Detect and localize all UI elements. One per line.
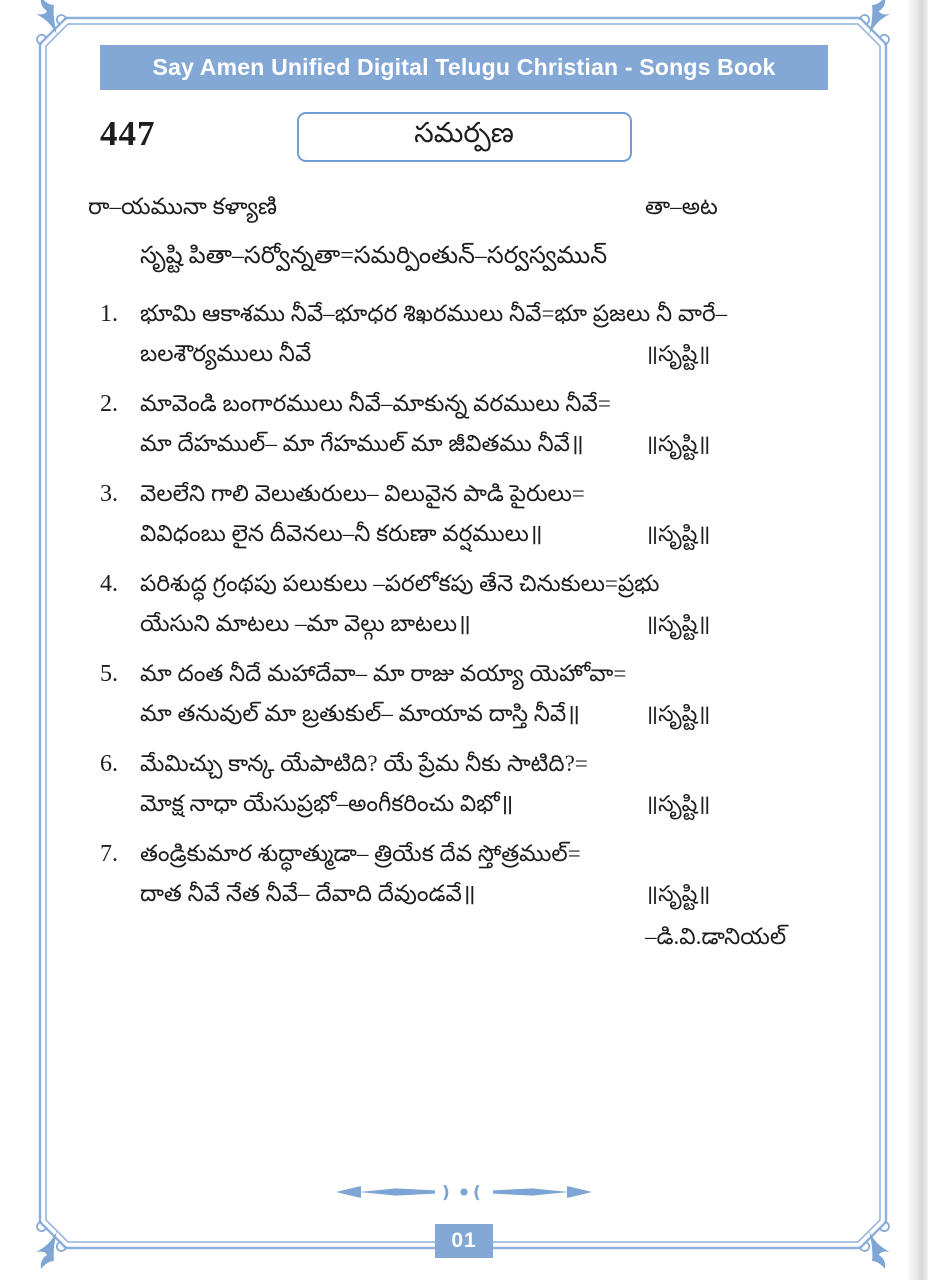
- verse-line-1: భూమి ఆకాశము నీవే–భూధర శిఖరములు నీవే=భూ ప్రజలు నీ వారే–: [140, 301, 728, 326]
- verse-line-1: తండ్రికుమార శుద్ధాత్ముడా– త్రియేక దేవ స్తోత్రముల్=: [140, 841, 581, 866]
- verse-lines: [140, 474, 840, 554]
- verse-line-2: మా దేహముల్– మా గేహముల్ మా జీవితము నీవే॥: [140, 431, 584, 456]
- section-divider-icon: [334, 1180, 594, 1204]
- corner-flourish-icon: [860, 1222, 890, 1269]
- verse-line-2-row: [140, 874, 840, 914]
- divider-left-arrow-icon: [336, 1186, 361, 1198]
- verses-list: [88, 294, 840, 914]
- book-title: Say Amen Unified Digital Telugu Christian - Songs Book: [152, 54, 776, 80]
- verse-line-2: మోక్ష నాధా యేసుప్రభో–అంగీకరించు విభో॥: [140, 791, 514, 816]
- verse: [88, 564, 840, 644]
- verse-line-2-row: [140, 424, 840, 464]
- divider-dot-icon: [460, 1188, 467, 1195]
- verse-line-2-row: [140, 694, 840, 734]
- verse-number: 7.: [100, 841, 118, 867]
- corner-flourish-icon: [860, 0, 890, 44]
- verse-lines: [140, 294, 840, 374]
- verse-line-2: మా తనువుల్ మా బ్రతుకుల్– మాయావ దాస్తి నీవే॥: [140, 701, 581, 726]
- verse-number: 6.: [100, 751, 118, 777]
- verse-number: 3.: [100, 481, 118, 507]
- verse-line-2-row: [140, 514, 840, 554]
- author-row: [88, 924, 840, 960]
- page-number: 01: [451, 1229, 477, 1252]
- verse-line-2-row: [140, 334, 840, 374]
- verse-line-1: మా దంత నీదే మహాదేవా– మా రాజు వయ్యా యెహోవా=: [140, 661, 627, 686]
- refrain-marker: ॥సృష్టి॥: [645, 341, 711, 366]
- song-title-row: [88, 112, 840, 164]
- refrain-marker: ॥సృష్టి॥: [645, 881, 711, 906]
- divider-right-arrow-icon: [567, 1186, 592, 1198]
- verse-lines: [140, 564, 840, 644]
- verse: [88, 654, 840, 734]
- refrain-marker: ॥సృష్టి॥: [645, 611, 711, 636]
- verse-line-1: మేమిచ్చు కాన్క యేపాటిది? యే ప్రేమ నీకు సాటిది?=: [140, 751, 588, 776]
- header-banner: [100, 45, 828, 90]
- verse-line-2: వివిధంబు లైన దీవెనలు–నీ కరుణా వర్షములు॥: [140, 521, 543, 546]
- refrain-marker: ॥సృష్టి॥: [645, 791, 711, 816]
- raga-tala-row: [88, 194, 840, 228]
- verse-line-1: వెలలేని గాలి వెలుతురులు– విలువైన పాడి పైరులు=: [140, 481, 585, 506]
- corner-flourish-icon: [36, 0, 66, 44]
- verse-number: 1.: [100, 301, 118, 327]
- verse-line-2: యేసుని మాటలు –మా వెల్గు బాటలు॥: [140, 611, 471, 636]
- verse-line-2: దాత నీవే నేత నీవే– దేవాది దేవుండవే॥: [140, 881, 476, 906]
- verse-line-2: బలశౌర్యములు నీవే: [140, 341, 312, 366]
- refrain-marker: ॥సృష్టి॥: [645, 521, 711, 546]
- verse: [88, 474, 840, 554]
- tala-label: తా–అట: [645, 194, 718, 219]
- verse: [88, 384, 840, 464]
- page-content: [0, 45, 928, 960]
- divider-left-cap: ): [442, 1183, 450, 1203]
- author-name: –డి.వి.డానియల్: [645, 924, 787, 949]
- verse-number: 2.: [100, 391, 118, 417]
- pallavi-line: సృష్టి పితా–సర్వోన్నతా=సమర్పింతున్–సర్వస్వమున్: [140, 243, 608, 269]
- song-number: 447: [100, 114, 156, 153]
- divider-right-cap: (: [473, 1183, 481, 1203]
- song-title-box: [297, 112, 632, 162]
- verse-lines: [140, 384, 840, 464]
- page-number-badge: [435, 1224, 493, 1258]
- verse: [88, 744, 840, 824]
- song-title: సమర్పణ: [414, 118, 514, 149]
- verse-lines: [140, 654, 840, 734]
- verse-line-1: మావెండి బంగారములు నీవే–మాకున్న వరములు నీవే=: [140, 391, 611, 416]
- refrain-marker: ॥సృష్టి॥: [645, 431, 711, 456]
- verse: [88, 294, 840, 374]
- verse: [88, 834, 840, 914]
- verse-line-2-row: [140, 784, 840, 824]
- verse-line-1: పరిశుద్ధ గ్రంథపు పలుకులు –పరలోకపు తేనె చినుకులు=ప్రభు: [140, 571, 660, 596]
- verse-number: 5.: [100, 661, 118, 687]
- raga-label: రా–యమునా కళ్యాణి: [88, 194, 278, 219]
- refrain-marker: ॥సృష్టి॥: [645, 701, 711, 726]
- corner-flourish-icon: [36, 1222, 66, 1269]
- verse-lines: [140, 744, 840, 824]
- verse-number: 4.: [100, 571, 118, 597]
- verse-line-2-row: [140, 604, 840, 644]
- verse-lines: [140, 834, 840, 914]
